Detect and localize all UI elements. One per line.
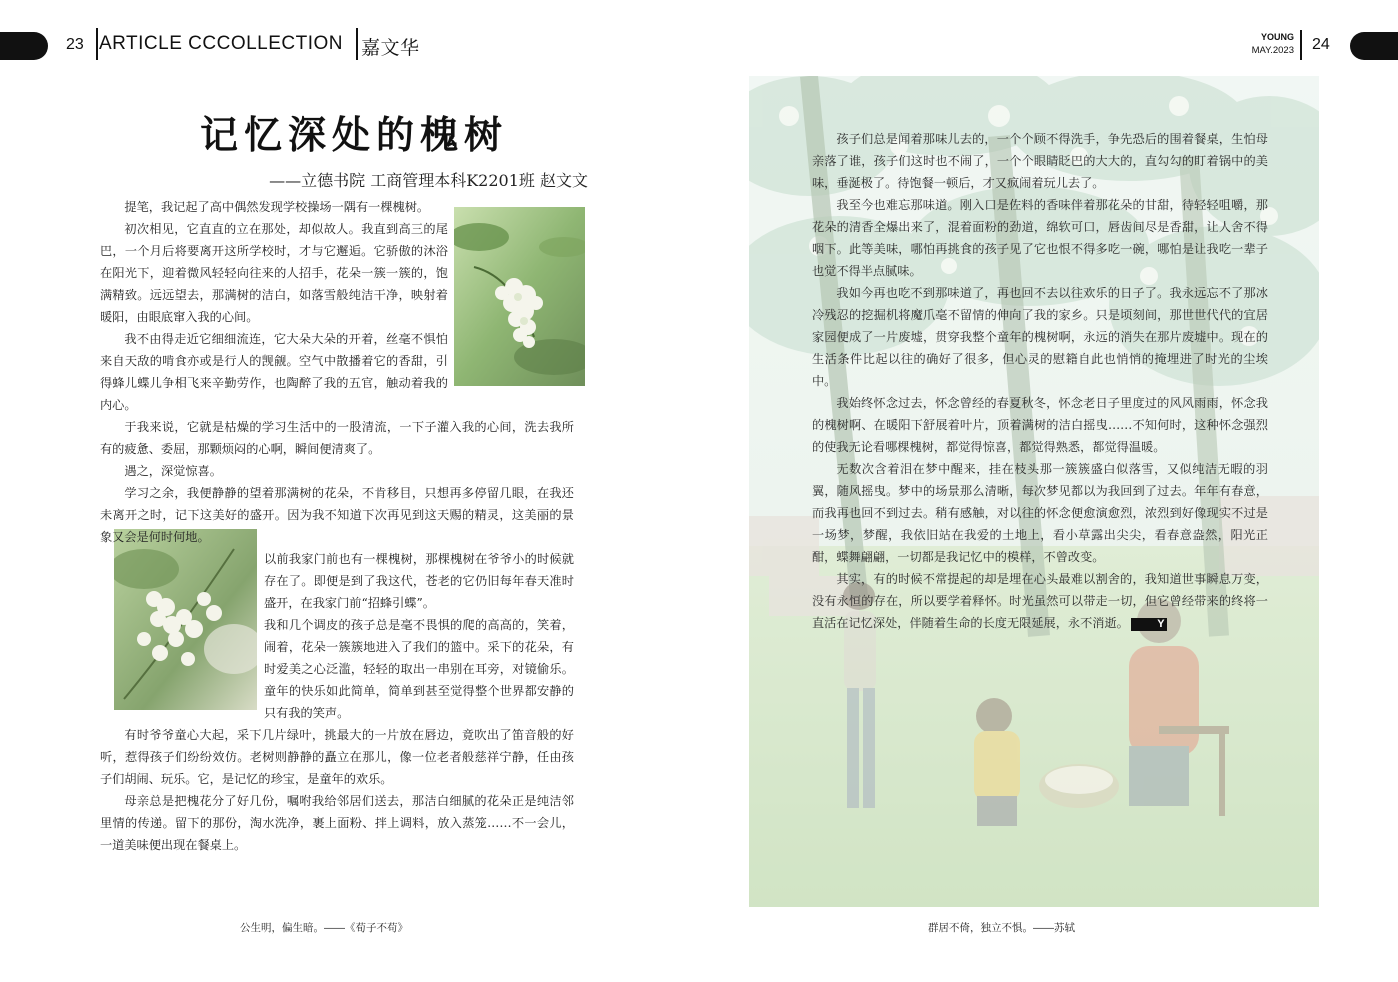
blossom-photo-middle: [114, 529, 257, 710]
page-number-right: 24: [1312, 36, 1330, 53]
issue-date: MAY.2023: [1251, 45, 1294, 56]
paragraph: 学习之余，我便静静的望着那满树的花朵，不肯移目，只想再多停留几眼，在我还未离开之时，记下这美好的盛开。因为我不知道下次再见到这天赐的精灵，这美丽的景象又会是何时何地。: [100, 486, 574, 544]
paragraph-last-text: 其实，有的时候不常提起的却是埋在心头最难以割舍的，我知道世事瞬息万变，没有永恒的存在，所以要学着释怀。时光虽然可以带走一切，但它曾经带来的终将一直活在记忆深处，伴随着生命的长度无限延展，永不消逝。: [812, 572, 1268, 630]
paragraph: 我和几个调皮的孩子总是毫不畏惧的爬的高高的，笑着，闹着，花朵一簇簇地进入了我们的篮中。采下的花朵，有时爱美之心泛滥，轻轻的取出一串别在耳旁，对镜偷乐。童年的快乐如此简单，简单到甚至觉得整个世界都安静的只有我的笑声。: [264, 618, 574, 720]
paragraph: 我如今再也吃不到那味道了，再也回不去以往欢乐的日子了。我永远忘不了那冰冷残忍的挖掘机将魔爪毫不留情的伸向了我的家乡。只是顷刻间，那世世代代的宜居家园便成了一片废墟，贯穿我整个童年的槐树啊，永远的消失在那片废墟中。现在的生活条件比起以往的确好了很多，但心灵的慰籍自此也悄悄的掩埋进了时光的尘埃中。: [812, 286, 1268, 388]
paragraph: 以前我家门前也有一棵槐树，那棵槐树在爷爷小的时候就存在了。即便是到了我这代，苍老的它仍旧每年春天准时盛开，在我家门前“招蜂引蝶”。: [264, 552, 574, 610]
article-byline: ——立德书院 工商管理本科K2201班 赵文文: [269, 171, 588, 190]
end-mark-icon: Y: [1131, 618, 1167, 631]
header-divider: [1300, 30, 1302, 60]
paragraph: 有时爷爷童心大起，采下几片绿叶，挑最大的一片放在唇边，竟吹出了笛音般的好听，惹得孩子们纷纷效仿。老树则静静的矗立在那儿，像一位老者般慈祥宁静，任由孩子们胡闹、玩乐。它，是记忆的珍宝，是童年的欢乐。: [100, 728, 574, 786]
paragraph: 遇之，深觉惊喜。: [124, 464, 222, 478]
footer-quote-right: 群居不倚，独立不惧。——苏轼: [928, 922, 1075, 934]
article-body-left-c: [264, 548, 574, 724]
article-body-left-b: [100, 416, 574, 548]
header-divider: [96, 28, 98, 60]
paragraph-last: [812, 568, 1268, 634]
magazine-name: YOUNG: [1260, 32, 1294, 42]
paragraph: 我不由得走近它细细流连，它大朵大朵的开着，丝毫不惧怕来自天敌的啃食亦或是行人的觊觎。空气中散播着它的香甜，引得蜂儿蝶儿争相飞来辛勤劳作，也陶醉了我的五官，触动着我的内心。: [100, 332, 448, 412]
footer-quote-left: 公生明，偏生暗。——《荀子不苟》: [240, 922, 408, 934]
article-body-right: [812, 128, 1268, 634]
paragraph: 母亲总是把槐花分了好几份，嘱咐我给邻居们送去，那洁白细腻的花朵正是纯洁邻里情的传递。留下的那份，淘水洗净，裹上面粉、拌上调料，放入蒸笼……不一会儿，一道美味便出现在餐桌上。: [100, 794, 574, 852]
paragraph: 于我来说，它就是枯燥的学习生活中的一股清流，一下子灌入我的心间，洗去我所有的疲惫、委屈，那颗烦闷的心啊，瞬间便清爽了。: [100, 420, 574, 456]
article-title: 记忆深处的槐树: [200, 112, 509, 157]
article-body-left-d: [100, 724, 574, 856]
page-edge-tab-left: [0, 32, 48, 60]
blossom-photo-top: [454, 207, 585, 386]
paragraph: 无数次含着泪在梦中醒来，挂在枝头那一簇簇盛白似落雪，又似纯洁无暇的羽翼，随风摇曳。梦中的场景那么清晰，每次梦见都以为我回到了过去。年年有春意，而我再也回不到过去。稍有感触，对以往的怀念便愈演愈烈，浓烈到好像现实不过是一场梦，梦醒，我依旧站在我爱的土地上，看小草露出尖尖，看春意盎然，阳光正酣，蝶舞翩翩，一切都是我记忆中的模样，不曾改变。: [812, 462, 1268, 564]
paragraph: 提笔，我记起了高中偶然发现学校操场一隅有一棵槐树。: [124, 200, 430, 214]
paragraph: 我始终怀念过去，怀念曾经的春夏秋冬，怀念老日子里度过的风风雨雨，怀念我的槐树啊、在暖阳下舒展着叶片，顶着满树的洁白摇曳……不知何时，这种怀念强烈的使我无论看哪棵槐树，都觉得惊喜，都觉得熟悉，都觉得温暖。: [812, 396, 1268, 454]
paragraph: 孩子们总是闻着那味儿去的，一个个顾不得洗手，争先恐后的围着餐桌，生怕母亲落了谁，孩子们这时也不闹了，一个个眼睛眨巴的大大的，直勾勾的盯着锅中的美味，垂涎极了。待饱餐一顿后，才又疯闹着玩儿去了。: [812, 132, 1268, 190]
page-number-left: 23: [66, 36, 84, 53]
header-divider: [356, 28, 358, 60]
paragraph: 我至今也难忘那味道。刚入口是佐料的香味伴着那花朵的甘甜，待轻轻咀嚼，那花朵的清香全爆出来了，混着面粉的劲道，绵软可口，唇齿间尽是香甜，让人舍不得咽下。此等美味，哪怕再挑食的孩子见了它也恨不得多吃一碗，哪怕是让我吃一辈子也觉不得半点腻味。: [812, 198, 1268, 278]
section-title: ARTICLE CCCOLLECTION: [99, 33, 344, 54]
page-edge-tab-right: [1350, 32, 1398, 60]
article-body-left-a: [100, 196, 448, 416]
paragraph: 初次相见，它直直的立在那处，却似故人。我直到高三的尾巴，一个月后将要离开这所学校时，才与它邂逅。它骄傲的沐浴在阳光下，迎着微风轻轻向往来的人招手，花朵一簇一簇的，饱满精致。远远望去，那满树的洁白，如落雪般纯洁干净，映射着暖阳，由眼底窜入我的心间。: [100, 222, 448, 324]
header-author: 嘉文华: [361, 38, 420, 59]
